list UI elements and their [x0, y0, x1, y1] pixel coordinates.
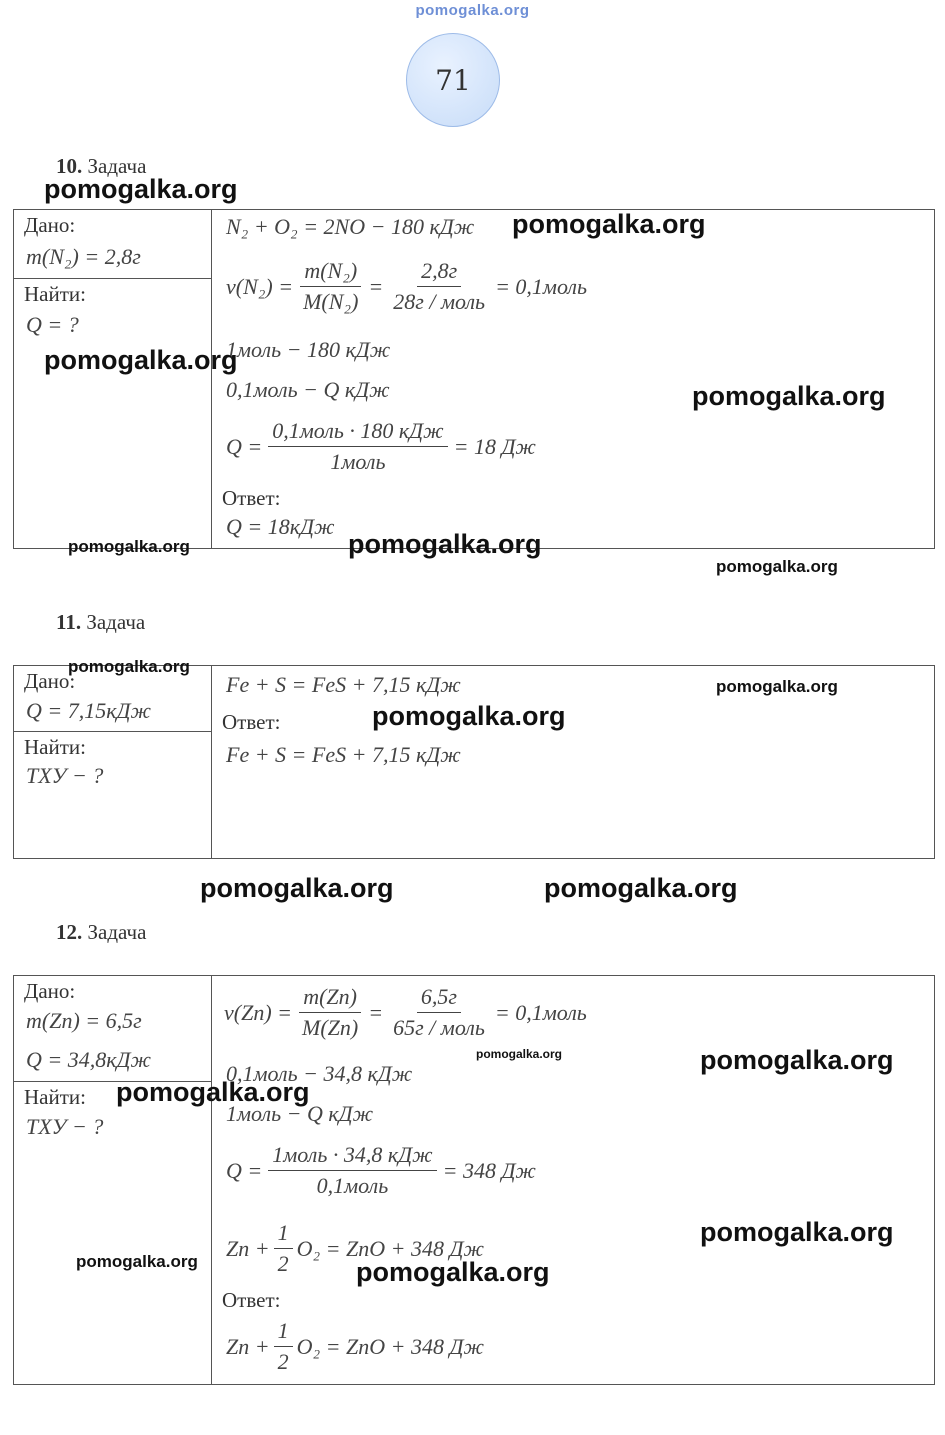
fraction [298, 984, 362, 1041]
proportion-line-2: 0,1моль − Q кДж [226, 377, 390, 402]
answer-label: Ответ: [222, 710, 281, 734]
fraction-denominator: M(N₂) [303, 289, 359, 314]
find-label: Найти: [24, 1085, 86, 1109]
reaction-equation: Fe + S = FeS + 7,15 кДж [226, 672, 461, 697]
task-number: 10. [56, 154, 83, 178]
fraction-denominator: 28г / моль [393, 289, 486, 314]
watermark: pomogalka.org [44, 345, 238, 375]
given-value: Q = 7,15кДж [26, 698, 151, 723]
fraction-denominator: 65г / моль [393, 1015, 485, 1040]
answer-label: Ответ: [222, 1288, 281, 1312]
proportion-line-1: 1моль − 180 кДж [226, 337, 391, 362]
fraction-denominator: 2 [277, 1251, 289, 1276]
site-header: pomogalka.org [415, 2, 530, 19]
page-number-badge: 71 [406, 33, 500, 127]
watermark: pomogalka.org [68, 537, 190, 556]
find-label: Найти: [24, 735, 86, 759]
fraction [389, 258, 489, 315]
answer-value: Fe + S = FeS + 7,15 кДж [226, 742, 461, 767]
proportion-line-1: 0,1моль − 34,8 кДж [226, 1061, 413, 1086]
watermark: pomogalka.org [700, 1217, 894, 1247]
equals-sign: = [368, 999, 384, 1025]
watermark: pomogalka.org [700, 1045, 894, 1075]
proportion-line-2: 1моль − Q кДж [226, 1101, 374, 1126]
reaction-equation: N₂ + O₂ = 2NO − 180 кДж [226, 214, 475, 239]
column-divider [211, 975, 212, 1385]
fraction-numerator: 6,5г [417, 984, 461, 1013]
given-label: Дано: [24, 213, 76, 237]
equals-sign: = [368, 273, 384, 299]
heat-calculation [226, 1142, 536, 1199]
given-value: m(Zn) = 6,5г [26, 1008, 142, 1033]
watermark: pomogalka.org [116, 1077, 310, 1107]
nu-result: = 0,1моль [495, 273, 588, 299]
watermark: pomogalka.org [476, 1047, 563, 1061]
moles-calculation [226, 258, 587, 315]
find-label: Найти: [24, 282, 86, 306]
watermark: pomogalka.org [200, 873, 394, 903]
row-divider [13, 731, 211, 732]
q-result: = 348 Дж [442, 1157, 536, 1183]
given-label: Дано: [24, 979, 76, 1003]
task-title-text: Задача [87, 920, 147, 944]
fraction-denominator: 0,1моль [316, 1173, 389, 1198]
given-value: m(N₂) = 2,8г [26, 244, 141, 269]
nu-lhs: ν(Zn) = [224, 999, 292, 1025]
q-lhs: Q = [226, 1157, 263, 1183]
eq-part: O₂ = ZnO + 348 Дж [296, 1333, 484, 1359]
fraction-numerator: 1 [274, 1220, 293, 1249]
task-11-title [56, 610, 145, 635]
watermark: pomogalka.org [692, 381, 886, 411]
watermark: pomogalka.org [716, 557, 838, 576]
nu-lhs: ν(N₂) = [226, 273, 294, 299]
watermark: pomogalka.org [68, 657, 190, 676]
fraction-denominator: M(Zn) [302, 1015, 359, 1040]
watermark: pomogalka.org [544, 873, 738, 903]
task-number: 12. [56, 920, 83, 944]
fraction-denominator: 1моль [330, 449, 386, 474]
fraction [389, 984, 489, 1041]
row-divider [13, 278, 211, 279]
fraction-one-half [274, 1220, 293, 1277]
fraction-denominator: 2 [277, 1349, 289, 1374]
nu-result: = 0,1моль [494, 999, 587, 1025]
answer-value [226, 1318, 484, 1375]
given-value: Q = 34,8кДж [26, 1047, 151, 1072]
fraction [268, 418, 447, 475]
answer-value: Q = 18кДж [226, 514, 335, 539]
watermark: pomogalka.org [44, 174, 238, 204]
watermark: pomogalka.org [372, 701, 566, 731]
find-value: ТХУ − ? [26, 763, 104, 788]
watermark: pomogalka.org [512, 209, 706, 239]
eq-part: Zn + [226, 1333, 270, 1359]
fraction-numerator: 1 [274, 1318, 293, 1347]
task-title-text: Задача [86, 610, 146, 634]
watermark: pomogalka.org [716, 677, 838, 696]
task-number: 11. [56, 610, 82, 634]
moles-calculation [224, 984, 587, 1041]
fraction-numerator: 0,1моль · 180 кДж [268, 418, 447, 447]
heat-calculation [226, 418, 536, 475]
fraction-numerator: m(Zn) [299, 984, 361, 1013]
fraction-one-half [274, 1318, 293, 1375]
given-label: Дано: [24, 669, 76, 693]
task-12-title [56, 920, 146, 945]
eq-part: Zn + [226, 1235, 270, 1261]
watermark: pomogalka.org [356, 1257, 550, 1287]
fraction-numerator: 1моль · 34,8 кДж [268, 1142, 436, 1171]
task-title-text: Задача [87, 154, 147, 178]
answer-label: Ответ: [222, 486, 281, 510]
fraction-numerator: m(N₂) [300, 258, 361, 287]
watermark: pomogalka.org [76, 1252, 198, 1271]
fraction-numerator: 2,8г [417, 258, 461, 287]
find-value: Q = ? [26, 312, 79, 337]
q-result: = 18 Дж [453, 433, 536, 459]
fraction [268, 1142, 436, 1199]
eq-part: O₂ = ZnO + 348 Дж [296, 1235, 484, 1261]
q-lhs: Q = [226, 433, 263, 459]
watermark: pomogalka.org [348, 529, 542, 559]
column-divider [211, 665, 212, 859]
find-value: ТХУ − ? [26, 1114, 104, 1139]
fraction [299, 258, 362, 315]
column-divider [211, 209, 212, 549]
